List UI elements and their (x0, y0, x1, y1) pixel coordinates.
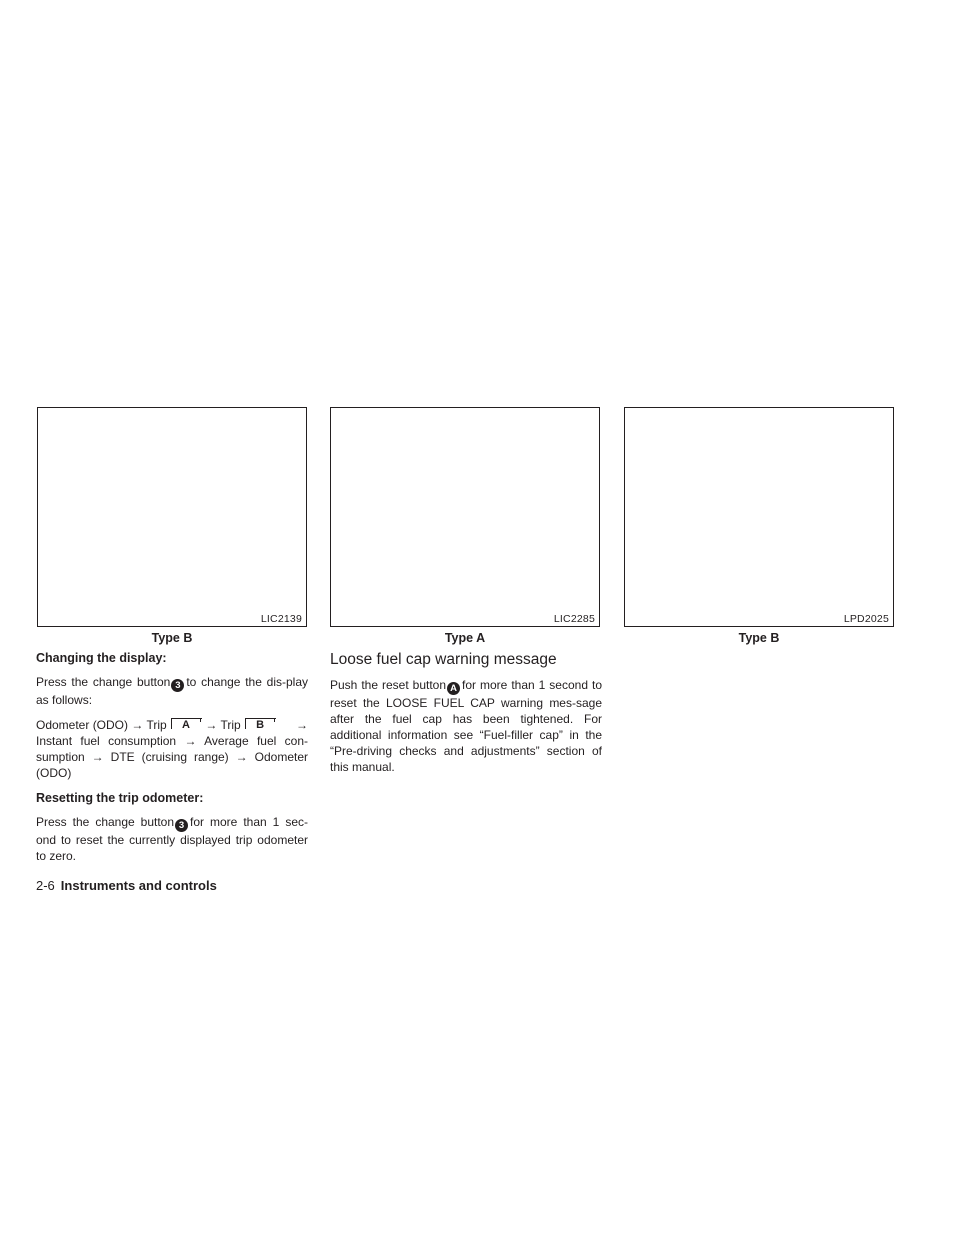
trip-a-letter: A (182, 719, 190, 731)
figure-1 (37, 407, 307, 627)
text-run: Instant fuel consumption → Average fuel con-sumption → DTE (cruising range) → Odometer (ODO) (36, 734, 308, 780)
text-run: for more than 1 second to reset the LOOSE FUEL CAP warning mes-sage after the fuel cap has been tightened. For additional information see “Fuel-filler cap” in the “Pre-driving checks and adjustments” section of this manual. (330, 678, 602, 774)
arrow-text: → (296, 718, 308, 732)
resetting-heading: Resetting the trip odometer: (36, 791, 204, 805)
changing-display-text (36, 674, 308, 708)
figure-caption: Type B (738, 631, 780, 645)
text-run: Odometer (ODO) → Trip (36, 718, 167, 732)
callout-marker: A (447, 682, 460, 695)
figure-3 (624, 407, 894, 627)
trip-a-symbol (171, 718, 201, 730)
text-run: → Trip (205, 718, 241, 732)
page-number: 2-6 (36, 878, 55, 893)
loose-fuel-cap-text (330, 677, 602, 775)
text-run: Push the reset button (330, 678, 447, 692)
figure-caption: Type B (151, 631, 193, 645)
figure-code: LIC2139 (260, 613, 302, 625)
left-column (36, 650, 308, 873)
section-title: Loose fuel cap warning message (330, 651, 557, 668)
text-run: to change the dis-play as follows: (36, 675, 308, 707)
callout-marker: 3 (171, 679, 184, 692)
callout-marker: 3 (175, 819, 188, 832)
changing-display-heading: Changing the display: (36, 651, 167, 665)
trip-b-symbol (245, 718, 275, 730)
footer-section-name: Instruments and controls (60, 878, 217, 893)
text-run: Press the change button (36, 815, 175, 829)
figure-caption: Type A (444, 631, 486, 645)
figure-code: LIC2285 (553, 613, 595, 625)
figure-code: LPD2025 (843, 613, 889, 625)
display-sequence (36, 717, 308, 781)
trip-b-letter: B (256, 719, 265, 731)
text-run: for more than 1 sec-ond to reset the currently displayed trip odometer to zero. (36, 815, 308, 863)
text-run: Press the change button (36, 675, 171, 689)
page-footer (36, 878, 217, 893)
resetting-text (36, 814, 308, 864)
middle-column (330, 651, 602, 784)
figure-2 (330, 407, 600, 627)
